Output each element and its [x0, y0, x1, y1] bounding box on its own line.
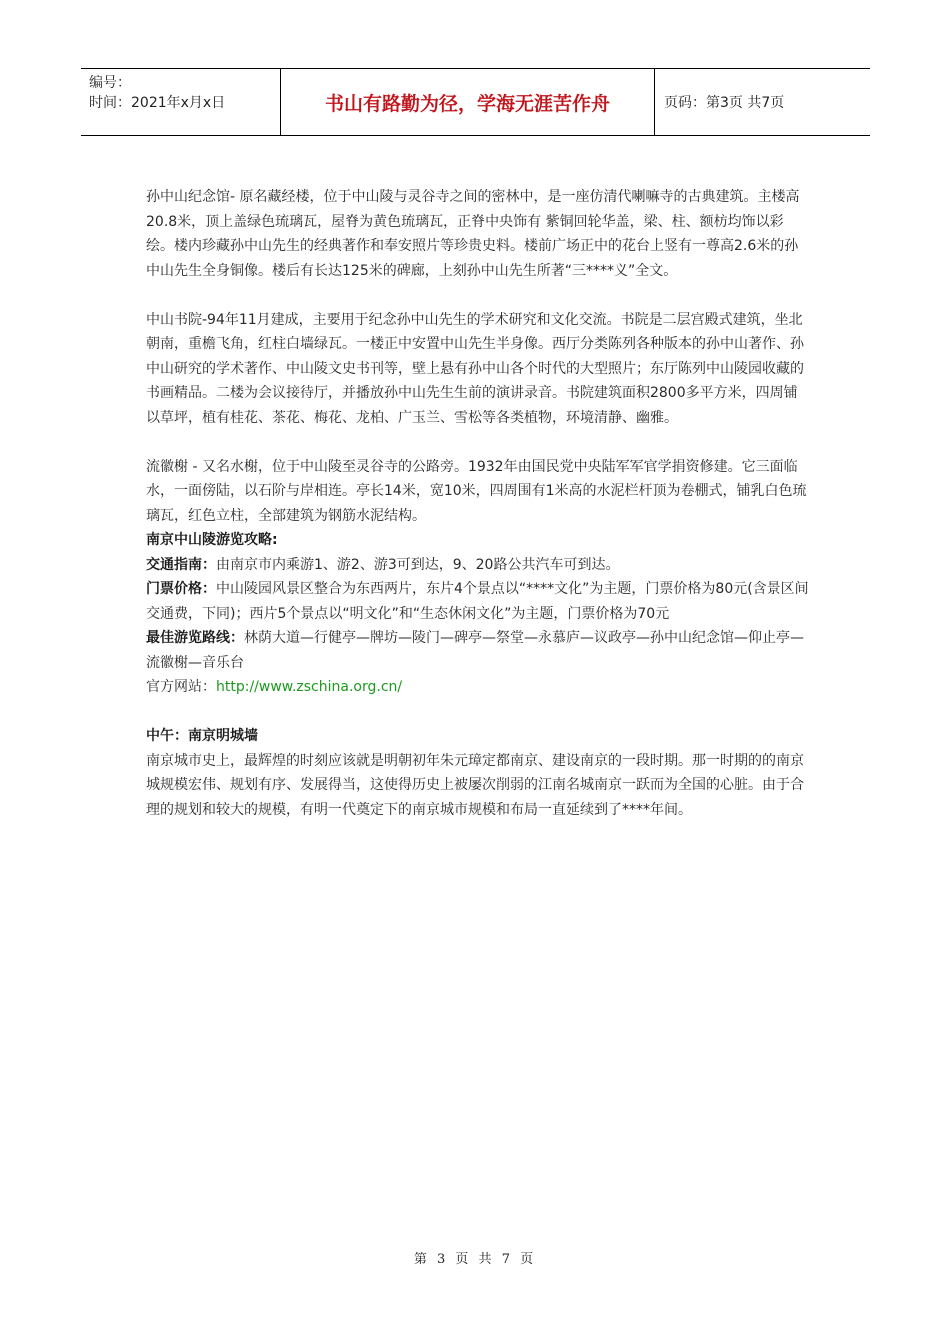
best-route: [146, 626, 811, 675]
paragraph-liuhui-pavilion: 流徽榭 - 又名水榭，位于中山陵至灵谷寺的公路旁。1932年由国民党中央陆军军官学捐资修建。它三面临水，一面傍陆，以石阶与岸相连。亭长14米，宽10米，四周围有1米高的水泥栏杆顶为卷棚式，铺乳白色琉璃瓦，红色立柱，全部建筑为钢筋水泥结构。: [146, 458, 807, 524]
header-page-info: 页码：第3页 共7页: [664, 95, 785, 111]
document-body: [146, 185, 811, 822]
code-label: 编号：: [89, 75, 131, 91]
site-label: 官方网站：: [146, 679, 216, 695]
paragraph-zhongshan-academy: 中山书院-94年11月建成，主要用于纪念孙中山先生的学术研究和文化交流。书院是二层宫殿式建筑，坐北朝南，重檐飞角，红柱白墙绿瓦。一楼正中安置中山先生半身像。西厅分类陈列各种版本的孙中山著作、孙中山研究的学术著作、中山陵文史书刊等，壁上悬有孙中山各个时代的大型照片；东厅陈列中山陵园收藏的书画精品。二楼为会议接待厅，并播放孙中山先生生前的演讲录音。书院建筑面积2800多平方米，四周铺以草坪，植有桂花、茶花、梅花、龙柏、广玉兰、雪松等各类植物，环境清静、幽雅。: [146, 311, 804, 426]
official-site: [146, 675, 811, 700]
ticket-text: 中山陵园风景区整合为东西两片，东片4个景点以“****文化”为主题，门票价格为80元(含景区间交通费，下同)；西片5个景点以“明文化”和“生态休闲文化”为主题，门票价格为70元: [146, 581, 809, 622]
guide-heading: 南京中山陵游览攻略:: [146, 532, 278, 548]
header-meta: [81, 69, 281, 135]
ticket-label: 门票价格：: [146, 581, 216, 597]
ticket-price: [146, 577, 811, 626]
time-label: 时间：2021年x月x日: [89, 95, 226, 111]
site-link[interactable]: http://www.zschina.org.cn/: [216, 679, 403, 695]
noon-heading: 中午：南京明城墙: [146, 728, 258, 744]
paragraph-city-wall: 南京城市史上，最辉煌的时刻应该就是明朝初年朱元璋定都南京、建设南京的一段时期。那一时期的的南京城规模宏伟、规划有序、发展得当，这使得历史上被屡次削弱的江南名城南京一跃而为全国的心脏。由于合理的规划和较大的规模，有明一代奠定下的南京城市规模和布局一直延续到了****年间。: [146, 752, 804, 818]
route-text: 林荫大道—行健亭—牌坊—陵门—碑亭—祭堂—永慕庐—议政亭—孙中山纪念馆—仰止亭—流徽榭—音乐台: [146, 630, 804, 671]
traffic-label: 交通指南：: [146, 556, 216, 573]
paragraph-memorial-hall: 孙中山纪念馆- 原名藏经楼，位于中山陵与灵谷寺之间的密林中，是一座仿清代喇嘛寺的古典建筑。主楼高 20.8米，顶上盖绿色琉璃瓦，屋脊为黄色琉璃瓦，正脊中央饰有 紫铜回轮华盖，梁、柱、额枋均饰以彩绘。楼内珍藏孙中山先生的经典著作和奉安照片等珍贵史料。楼前广场正中的花台上竖有一尊高2.6米的孙中山先生全身铜像。楼后有长达125米的碑廊，上刻孙中山先生所著“三****义”全文。: [146, 189, 800, 279]
page-footer: 第 3 页 共 7 页: [413, 1252, 537, 1267]
header-motto: 书山有路勤为径，学海无涯苦作舟: [281, 69, 655, 135]
traffic-text: 由南京市内乘游1、游2、游3可到达，9、20路公共汽车可到达。: [216, 556, 620, 573]
page-header: [81, 68, 870, 136]
route-label: 最佳游览路线：: [146, 630, 244, 646]
traffic-guide: [146, 553, 811, 578]
